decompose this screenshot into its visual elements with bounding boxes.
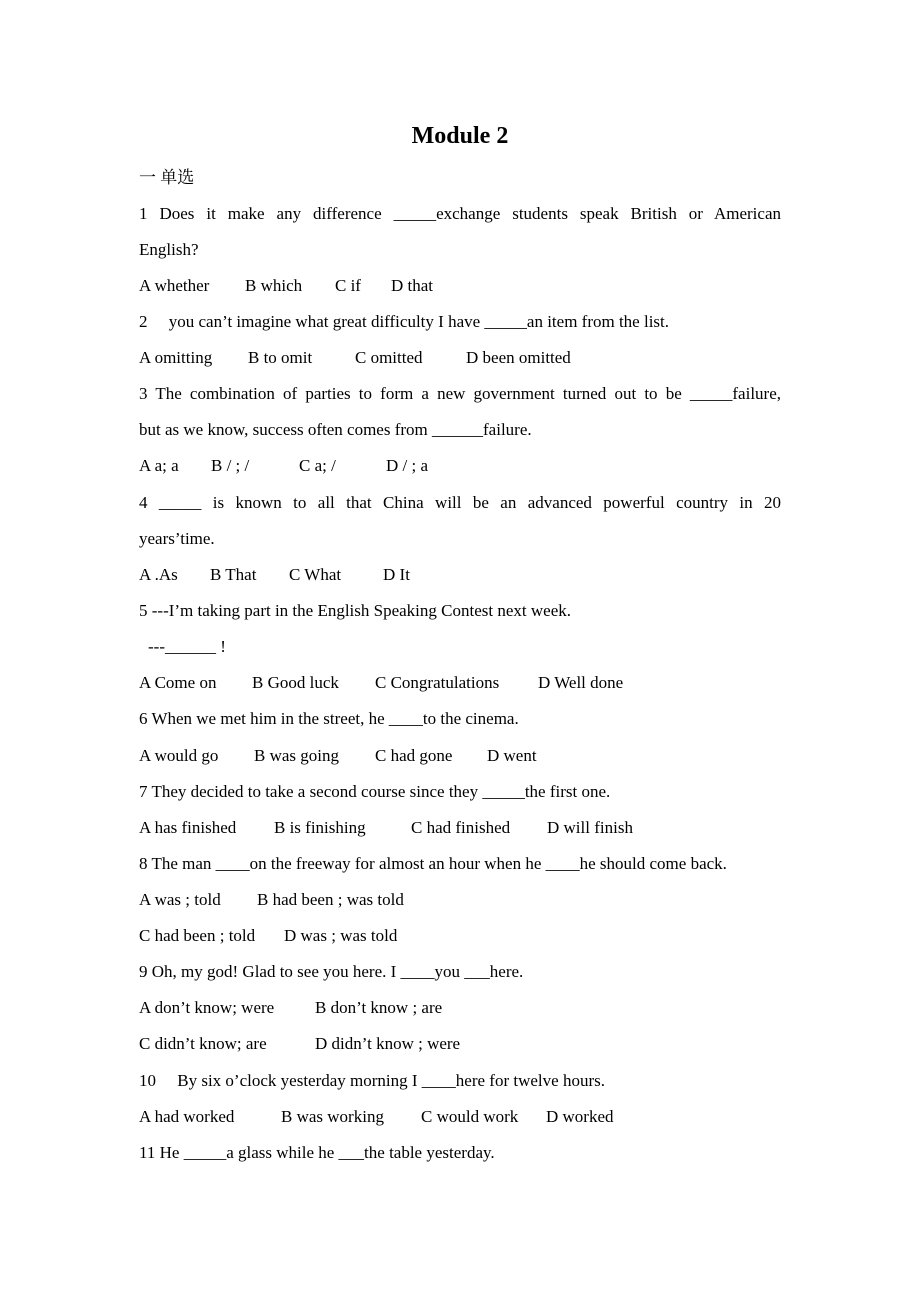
option-a: A whether [139,276,210,295]
option-d: D Well done [538,673,624,692]
option-b: B That [210,565,257,584]
option-d: D went [487,746,537,765]
question-4-text: 4 _____ is known to all that China will be an advanced powerful country in 20 [139,493,781,512]
question-5-response: ---______ ! [148,637,226,656]
option-c: C What [289,565,342,584]
option-d: D will finish [547,818,633,837]
option-c: C if [335,276,361,295]
question-2-text: 2 you can’t imagine what great difficulty I have _____an item from the list. [139,312,670,331]
question-7-text: 7 They decided to take a second course since they _____the first one. [139,782,611,801]
option-d: D worked [546,1107,614,1126]
option-d: D been omitted [466,348,571,367]
option-a: A Come on [139,673,217,692]
option-a: A a; a [139,456,179,475]
question-9-text: 9 Oh, my god! Glad to see you here. I ____you ___here. [139,962,524,981]
question-10-text: 10 By six o’clock yesterday morning I ____here for twelve hours. [139,1071,605,1090]
option-c: C omitted [355,348,423,367]
option-d: D was ; was told [284,926,398,945]
option-c: C had been ; told [139,926,256,945]
question-4-text-cont: years’time. [139,529,215,548]
option-c: C didn’t know; are [139,1034,267,1053]
option-a: A .As [139,565,178,584]
option-b: B was working [281,1107,384,1126]
option-a: A don’t know; were [139,998,275,1017]
question-3-text-cont: but as we know, success often comes from ______failure. [139,420,532,439]
option-b: B is finishing [274,818,366,837]
option-d: D that [391,276,434,295]
option-b: B Good luck [252,673,339,692]
question-8-text: 8 The man ____on the freeway for almost an hour when he ____he should come back. [139,854,727,873]
option-b: B had been ; was told [257,890,404,909]
option-b: B / ; / [211,456,250,475]
option-a: A had worked [139,1107,235,1126]
option-c: C would work [421,1107,519,1126]
option-a: A would go [139,746,219,765]
option-b: B don’t know ; are [315,998,443,1017]
question-5-text: 5 ---I’m taking part in the English Speaking Contest next week. [139,601,571,620]
question-1-text-cont: English? [139,240,199,259]
option-a: A has finished [139,818,237,837]
option-a: A omitting [139,348,213,367]
option-b: B was going [254,746,339,765]
section-heading: 一 单选 [139,168,195,187]
page-title: Module 2 [411,123,509,149]
option-c: C had gone [375,746,453,765]
option-c: C had finished [411,818,511,837]
option-c: C a; / [299,456,336,475]
option-d: D It [383,565,410,584]
question-3-text: 3 The combination of parties to form a new government turned out to be _____failure, [139,384,781,403]
question-6-text: 6 When we met him in the street, he ____to the cinema. [139,709,519,728]
option-a: A was ; told [139,890,221,909]
option-d: D / ; a [386,456,429,475]
question-11-text: 11 He _____a glass while he ___the table yesterday. [139,1143,495,1162]
option-c: C Congratulations [375,673,500,692]
option-d: D didn’t know ; were [315,1034,461,1053]
option-b: B to omit [248,348,313,367]
question-1-text: 1 Does it make any difference _____exchange students speak British or American [139,204,781,223]
option-b: B which [245,276,303,295]
